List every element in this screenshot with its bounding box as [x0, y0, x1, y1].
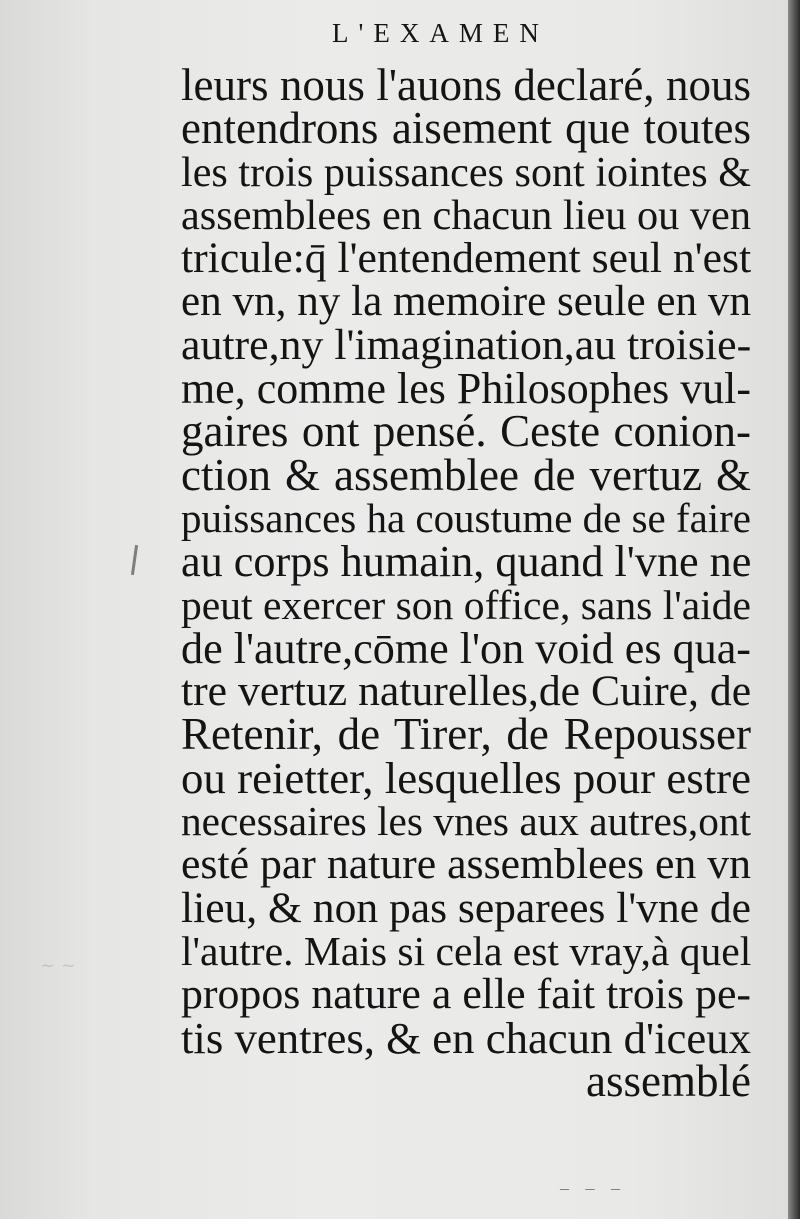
text-line: ou reietter, lesquelles pour estre: [181, 752, 751, 803]
text-line: lieu, & non pas separees l'vne de: [181, 883, 751, 932]
text-line: ction & assemblee de vertuz &: [181, 449, 751, 500]
text-line: autre,ny l'imagination,au troisie-: [181, 320, 752, 369]
text-line: peut exercer son office, sans l'aide: [181, 581, 751, 628]
text-line: esté par nature assemblees en vn: [181, 840, 751, 889]
margin-stray-mark: [131, 545, 138, 575]
text-line: puissances ha coustume de se faire: [181, 494, 751, 541]
text-line: propos nature a elle fait trois pe-: [181, 970, 751, 1019]
text-line: l'autre. Mais si cela est vray,à quel: [181, 927, 752, 974]
text-line: necessaires les vnes aux autres,ont: [181, 798, 751, 845]
text-line: Retenir, de Tirer, de Repousser: [181, 709, 751, 760]
text-line: tis ventres, & en chacun d'iceux: [181, 1012, 751, 1063]
body-text: [181, 60, 752, 1106]
text-line: au corps humain, quand l'vne ne: [181, 537, 752, 587]
text-line: de l'autre,cōme l'on void es qua-: [181, 623, 751, 673]
signature-marks: – – –: [560, 1178, 626, 1198]
text-line: me, comme les Philosophes vul-: [181, 364, 751, 414]
page-edge-shadow: [788, 0, 800, 1219]
text-line: en vn, ny la memoire seule en vn: [181, 278, 751, 326]
text-line: leurs nous l'auons declaré, nous: [181, 60, 751, 110]
text-line: tre vertuz naturelles,de Cuire, de: [181, 667, 752, 716]
text-line: les trois puissances sont iointes &: [181, 148, 751, 196]
bleed-through-marks: ~ ~: [40, 955, 76, 976]
text-line: gaires ont pensé. Ceste conion-: [181, 406, 751, 457]
text-line: entendrons aisement que toutes: [181, 103, 751, 154]
text-line: assemblees en chacun lieu ou ven: [181, 191, 751, 239]
running-head: L'EXAMEN: [332, 18, 549, 48]
catchword: assemblé: [586, 1055, 751, 1106]
text-line: tricule:q̄ l'entendement seul n'est: [181, 234, 752, 283]
